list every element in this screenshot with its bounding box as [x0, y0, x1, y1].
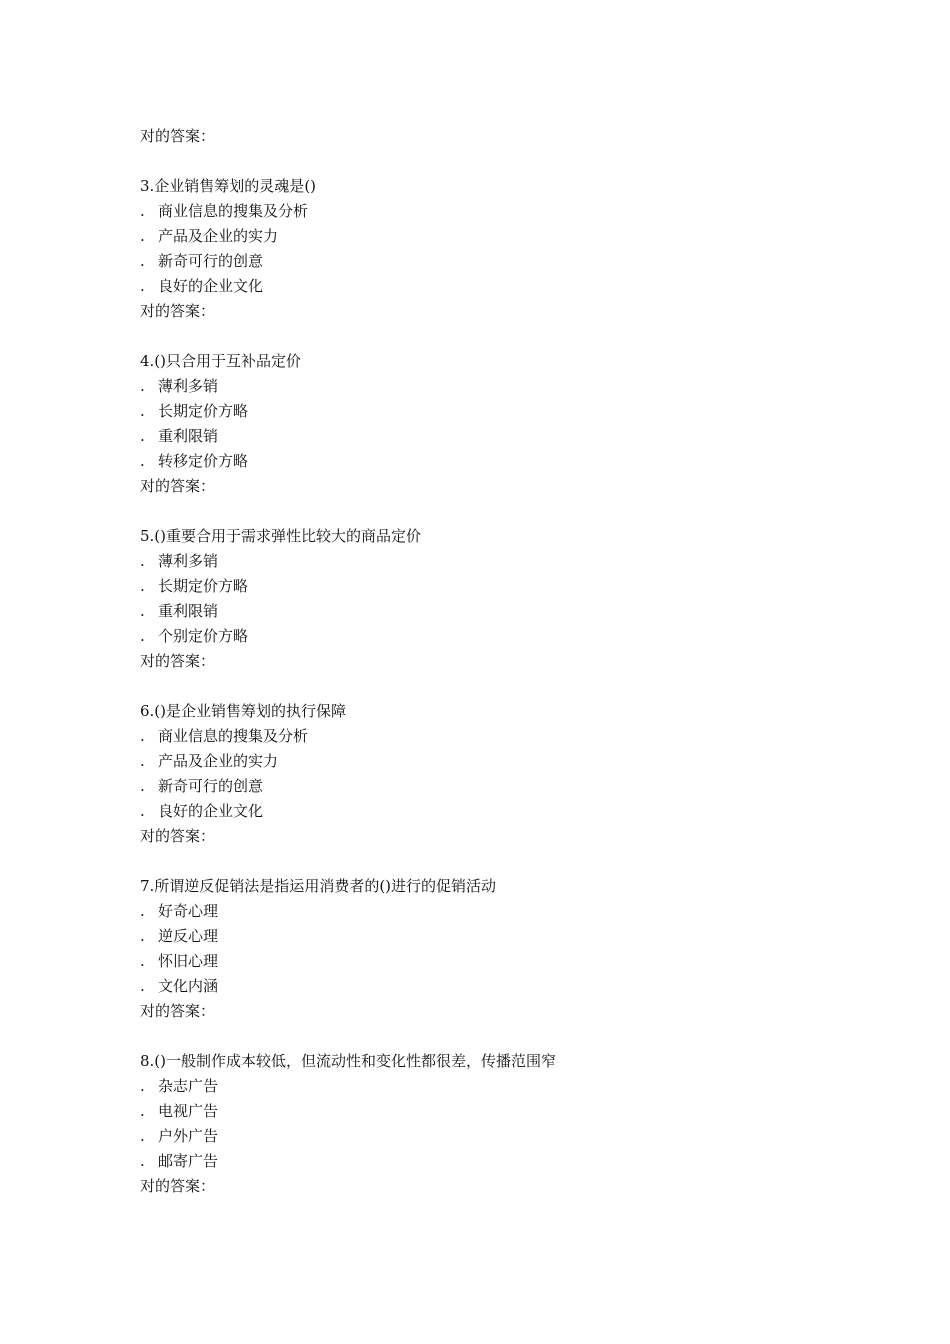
- option-text: 怀旧心理: [158, 952, 219, 970]
- option-marker: .: [140, 377, 145, 395]
- option-item: [140, 274, 840, 299]
- option-text: 杂志广告: [158, 1077, 219, 1095]
- question-block: [140, 349, 840, 499]
- option-item: [140, 1099, 840, 1124]
- questions-container: [140, 174, 840, 1199]
- option-text: 户外广告: [158, 1127, 219, 1145]
- option-marker: .: [140, 1152, 145, 1170]
- option-marker: .: [140, 902, 145, 920]
- option-item: [140, 599, 840, 624]
- option-item: [140, 774, 840, 799]
- option-marker: .: [140, 252, 145, 270]
- option-marker: .: [140, 1127, 145, 1145]
- option-item: [140, 749, 840, 774]
- option-text: 转移定价方略: [158, 452, 249, 470]
- option-marker: .: [140, 602, 145, 620]
- question-block: [140, 524, 840, 674]
- option-marker: .: [140, 952, 145, 970]
- option-item: [140, 249, 840, 274]
- option-marker: .: [140, 1102, 145, 1120]
- option-text: 薄利多销: [158, 552, 219, 570]
- option-marker: .: [140, 627, 145, 645]
- option-text: 电视广告: [158, 1102, 219, 1120]
- answer-label: 对的答案：: [140, 477, 216, 495]
- option-text: 文化内涵: [158, 977, 219, 995]
- option-text: 商业信息的搜集及分析: [158, 727, 309, 745]
- question-title: 4.()只合用于互补品定价: [140, 352, 302, 370]
- option-text: 邮寄广告: [158, 1152, 219, 1170]
- option-text: 新奇可行的创意: [158, 777, 264, 795]
- option-item: [140, 899, 840, 924]
- option-item: [140, 924, 840, 949]
- option-item: [140, 574, 840, 599]
- option-item: [140, 1124, 840, 1149]
- question-title: 3.企业销售筹划的灵魂是(): [140, 177, 317, 195]
- option-text: 逆反心理: [158, 927, 219, 945]
- option-marker: .: [140, 927, 145, 945]
- option-text: 个别定价方略: [158, 627, 249, 645]
- question-title: 7.所谓逆反促销法是指运用消费者的()进行的促销活动: [140, 877, 497, 895]
- option-item: [140, 199, 840, 224]
- option-marker: .: [140, 752, 145, 770]
- option-item: [140, 449, 840, 474]
- option-marker: .: [140, 777, 145, 795]
- option-marker: .: [140, 577, 145, 595]
- question-block: [140, 699, 840, 849]
- previous-answer-label: 对的答案：: [140, 127, 216, 145]
- answer-label: 对的答案：: [140, 1002, 216, 1020]
- option-marker: .: [140, 802, 145, 820]
- option-marker: .: [140, 402, 145, 420]
- option-item: [140, 974, 840, 999]
- option-text: 长期定价方略: [158, 577, 249, 595]
- option-text: 良好的企业文化: [158, 802, 264, 820]
- option-item: [140, 1074, 840, 1099]
- option-marker: .: [140, 727, 145, 745]
- option-item: [140, 424, 840, 449]
- option-item: [140, 1149, 840, 1174]
- question-title: 5.()重要合用于需求弹性比较大的商品定价: [140, 527, 422, 545]
- option-marker: .: [140, 427, 145, 445]
- option-text: 重利限销: [158, 427, 219, 445]
- option-item: [140, 399, 840, 424]
- question-block: [140, 874, 840, 1024]
- option-text: 重利限销: [158, 602, 219, 620]
- option-marker: .: [140, 452, 145, 470]
- option-marker: .: [140, 202, 145, 220]
- answer-label: 对的答案：: [140, 652, 216, 670]
- answer-label: 对的答案：: [140, 827, 216, 845]
- answer-label: 对的答案：: [140, 1177, 216, 1195]
- option-item: [140, 624, 840, 649]
- option-text: 产品及企业的实力: [158, 752, 279, 770]
- option-text: 薄利多销: [158, 377, 219, 395]
- option-item: [140, 724, 840, 749]
- question-block: [140, 174, 840, 324]
- option-text: 商业信息的搜集及分析: [158, 202, 309, 220]
- option-text: 好奇心理: [158, 902, 219, 920]
- question-list: [140, 124, 840, 1199]
- option-text: 良好的企业文化: [158, 277, 264, 295]
- question-title: 6.()是企业销售筹划的执行保障: [140, 702, 347, 720]
- option-item: [140, 224, 840, 249]
- question-title: 8.()一般制作成本较低，但流动性和变化性都很差，传播范围窄: [140, 1052, 557, 1070]
- option-marker: .: [140, 1077, 145, 1095]
- option-marker: .: [140, 277, 145, 295]
- option-marker: .: [140, 227, 145, 245]
- option-marker: .: [140, 977, 145, 995]
- option-text: 长期定价方略: [158, 402, 249, 420]
- question-block: [140, 1049, 840, 1199]
- answer-label: 对的答案：: [140, 302, 216, 320]
- option-text: 产品及企业的实力: [158, 227, 279, 245]
- option-item: [140, 949, 840, 974]
- option-marker: .: [140, 552, 145, 570]
- option-text: 新奇可行的创意: [158, 252, 264, 270]
- option-item: [140, 549, 840, 574]
- option-item: [140, 374, 840, 399]
- option-item: [140, 799, 840, 824]
